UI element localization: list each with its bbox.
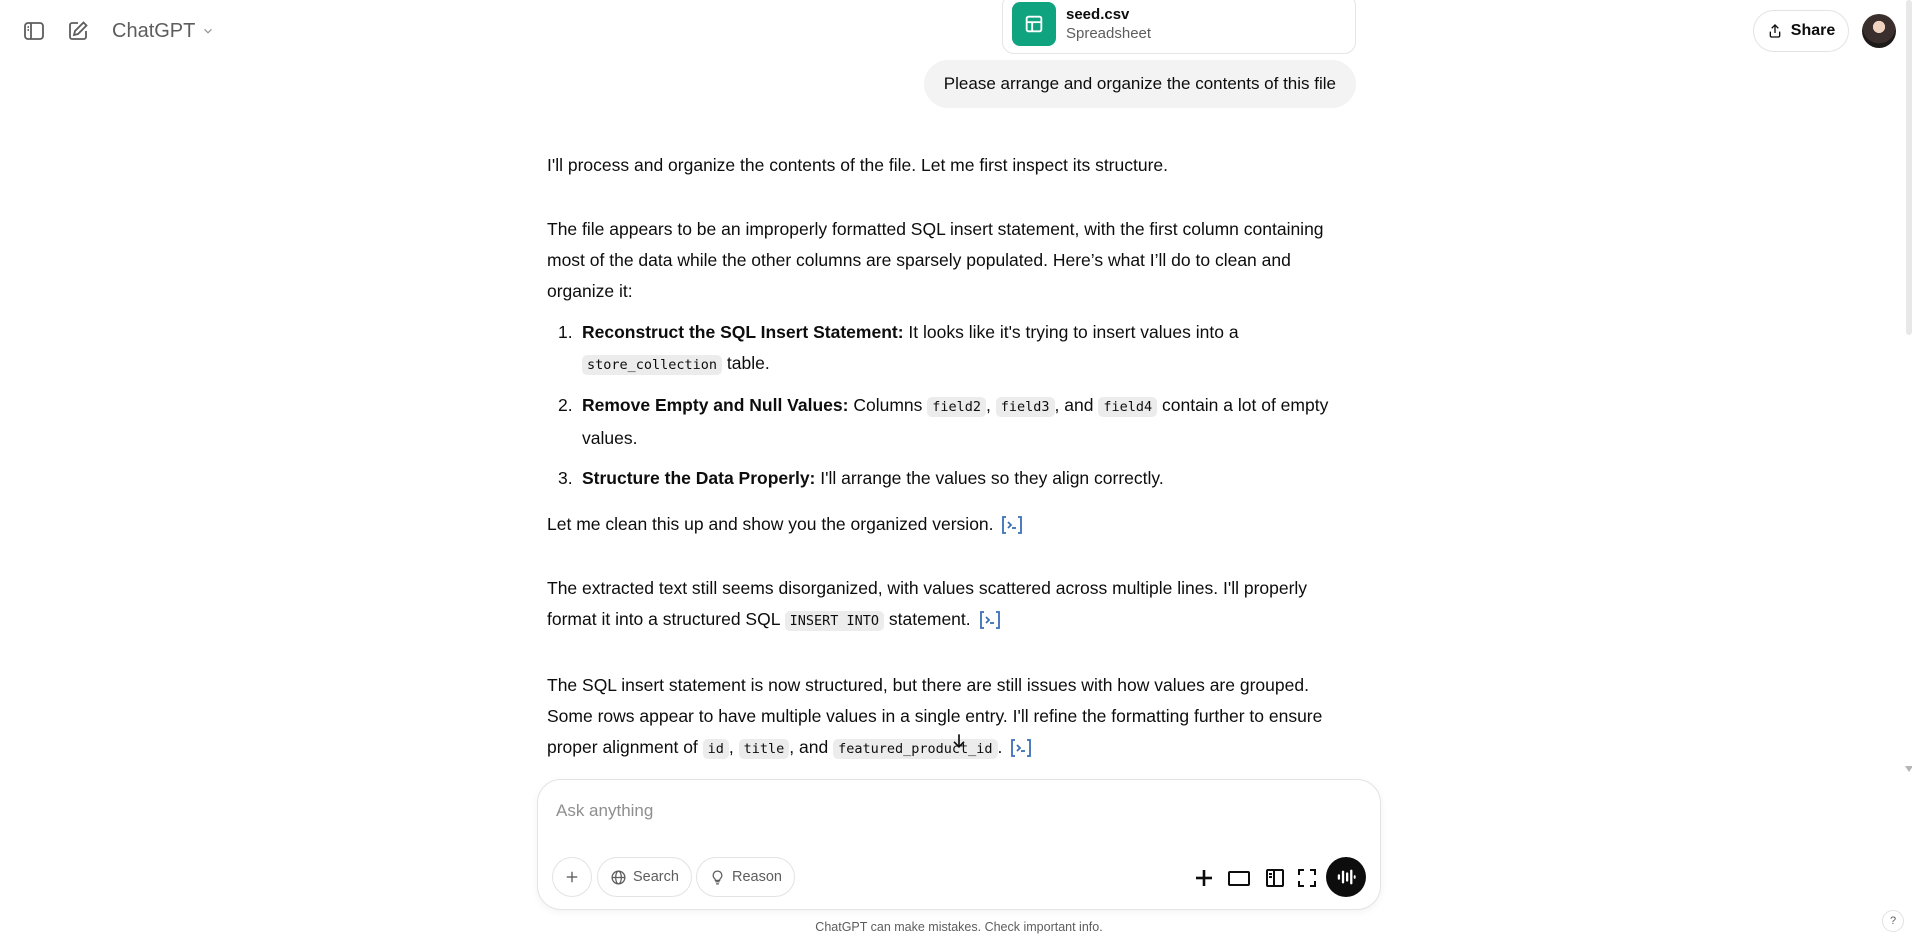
list-item: [547, 317, 1357, 381]
arrow-down-icon: [949, 731, 969, 751]
paragraph-text: The extracted text still seems disorganized, with values scattered across multiple lines. I'll properly format it into a structured SQL: [547, 578, 1308, 629]
list-number: 3.: [558, 468, 573, 488]
list-number: 1.: [558, 322, 573, 342]
step-text: ,: [986, 395, 996, 415]
chevron-down-icon: [201, 24, 215, 38]
assistant-paragraph: I'll process and organize the contents of the file. Let me first inspect its structure.: [547, 155, 1169, 175]
sidebar-toggle-icon[interactable]: [21, 18, 47, 44]
waveform-icon: [1335, 866, 1357, 888]
prompt-input[interactable]: [556, 794, 1336, 828]
share-label: Share: [1790, 22, 1836, 39]
step-text: table.: [722, 353, 770, 373]
scrollbar[interactable]: [1906, 0, 1912, 335]
step-text: It looks like it's trying to insert values into a: [903, 322, 1239, 342]
step-title: Remove Empty and Null Values:: [582, 395, 849, 415]
paragraph-text: statement.: [884, 609, 971, 629]
code-analysis-icon[interactable]: [978, 610, 1002, 630]
voice-mode-button[interactable]: [1326, 857, 1366, 897]
file-attachment-card[interactable]: [1002, 0, 1356, 54]
file-type: Spreadsheet: [1066, 24, 1152, 42]
reason-label: Reason: [732, 869, 782, 885]
paragraph-text: , and: [789, 737, 834, 757]
search-button[interactable]: [597, 857, 692, 897]
search-label: Search: [633, 869, 679, 885]
globe-icon: [610, 869, 627, 886]
inline-code: field3: [996, 397, 1055, 417]
inline-code: INSERT INTO: [785, 611, 884, 631]
paragraph-text: Let me clean this up and show you the organized version.: [547, 514, 994, 534]
fullscreen-icon[interactable]: [1294, 865, 1320, 891]
inline-code: store_collection: [582, 355, 722, 375]
inline-code: field2: [927, 397, 986, 417]
list-number: 2.: [558, 395, 573, 415]
file-info: [1066, 5, 1151, 44]
model-name: ChatGPT: [112, 19, 196, 42]
step-title: Structure the Data Properly:: [582, 468, 816, 488]
top-bar: [0, 0, 1912, 62]
step-title: Reconstruct the SQL Insert Statement:: [582, 322, 904, 342]
plus-icon: [563, 868, 581, 886]
user-message-bubble: Please arrange and organize the contents of this file: [924, 60, 1356, 108]
attach-button[interactable]: [552, 857, 592, 897]
code-analysis-icon[interactable]: [1000, 515, 1024, 535]
assistant-message: [547, 150, 1357, 798]
disclaimer-text: ChatGPT can make mistakes. Check important info.: [815, 920, 1103, 934]
scroll-to-bottom-button[interactable]: [947, 729, 971, 753]
list-item: [547, 463, 1357, 494]
paragraph-text: ,: [728, 737, 739, 757]
share-button[interactable]: [1753, 10, 1849, 52]
inline-code: field4: [1098, 397, 1157, 417]
reason-button[interactable]: [696, 857, 795, 897]
inline-code: featured_product_id: [833, 739, 997, 759]
new-chat-icon[interactable]: [65, 18, 91, 44]
scrollbar-arrow[interactable]: [1905, 766, 1912, 772]
step-text: contain a lot of empty values.: [582, 395, 1329, 448]
list-item: [547, 390, 1357, 454]
assistant-paragraph: [547, 509, 1357, 540]
code-analysis-icon[interactable]: [1009, 738, 1033, 758]
inline-code: title: [739, 739, 790, 759]
model-selector[interactable]: [112, 18, 215, 44]
step-text: Columns: [848, 395, 928, 415]
steps-list: [547, 317, 1357, 494]
add-icon[interactable]: [1191, 865, 1217, 891]
avatar[interactable]: [1862, 14, 1896, 48]
screen-icon[interactable]: [1226, 865, 1252, 891]
file-name: seed.csv: [1066, 5, 1130, 23]
step-text: I'll arrange the values so they align correctly.: [815, 468, 1164, 488]
paragraph-text: The SQL insert statement is now structured, but there are still issues with how values are grouped. Some rows appear to have multiple values in a single entry. I'll refine the formatting further to ensure proper alignment of: [547, 675, 1323, 757]
composer: [537, 779, 1381, 910]
assistant-paragraph: [547, 573, 1357, 637]
split-view-icon[interactable]: [1262, 865, 1288, 891]
inline-code: id: [703, 739, 729, 759]
step-text: , and: [1054, 395, 1099, 415]
assistant-paragraph: The file appears to be an improperly formatted SQL insert statement, with the first column containing most of the data while the other columns are sparsely populated. Here’s what I’ll do to clean and organize it:: [547, 219, 1324, 301]
spreadsheet-icon: [1012, 2, 1056, 46]
share-icon: [1767, 23, 1783, 39]
paragraph-text: .: [997, 737, 1003, 757]
help-button[interactable]: ?: [1882, 910, 1904, 932]
lightbulb-icon: [709, 869, 726, 886]
